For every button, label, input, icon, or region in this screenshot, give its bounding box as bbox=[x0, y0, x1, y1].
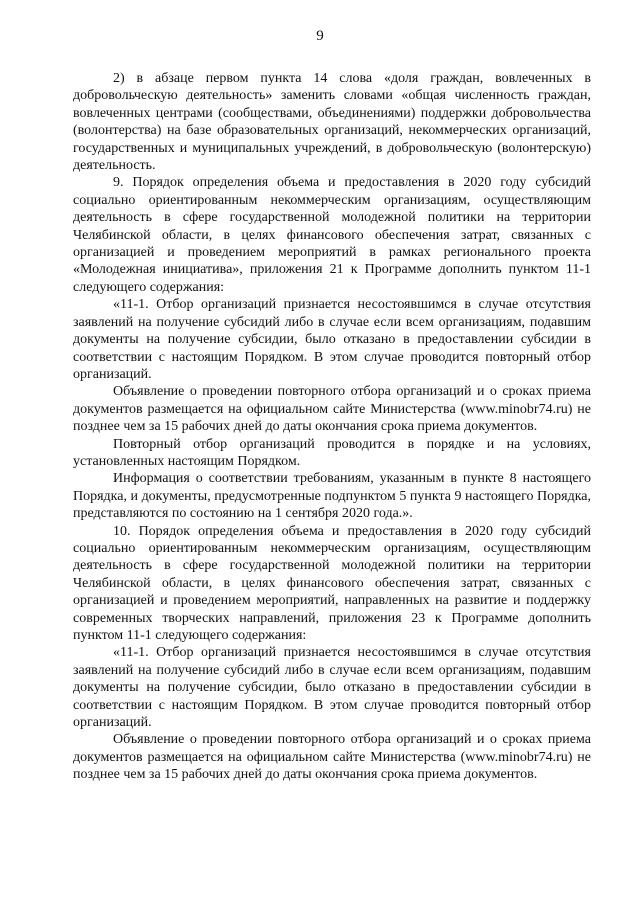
paragraph-compliance-information: Информация о соответствии требованиям, указанным в пункте 8 настоящего Порядка, и документы, предусмотренные подпунктом 5 пункта 9 настоящего Порядка, представляются по состоянию на 1 сентября 2020 года.». bbox=[73, 471, 591, 522]
document-body bbox=[73, 70, 591, 784]
paragraph-amendment-item-2: 2) в абзаце первом пункта 14 слова «доля граждан, вовлеченных в добровольческую деятельность» заменить словами «общая численность граждан, вовлеченных центрами (сообществами, объединениями) поддержки добровольчества (волонтерства) на базе образовательных организаций, некоммерческих организаций, государственных и муниципальных учреждений, в добровольческую (волонтерскую) деятельность. bbox=[73, 71, 591, 174]
paragraph-repeat-selection-procedure: Повторный отбор организаций проводится в порядке и на условиях, установленных настоящим Порядком. bbox=[73, 436, 591, 469]
paragraph-item-9: 9. Порядок определения объема и предоставления в 2020 году субсидий социально ориентированным некоммерческим организациям, осуществляющим деятельность в сфере государственной молодежной политики на территории Челябинской области, в целях финансового обеспечения затрат, связанных с организацией и проведением мероприятий в рамках регионального проекта «Молодежная инициатива», приложения 21 к Программе дополнить пунктом 11-1 следующего содержания: bbox=[73, 175, 591, 295]
page-number: 9 bbox=[316, 28, 324, 44]
paragraph-repeat-selection-notice-second: Объявление о проведении повторного отбора организаций и о сроках приема документов размещается на официальном сайте Министерства (www.minobr74.ru) не позднее чем за 15 рабочих дней до даты окончания срока приема документов. bbox=[73, 732, 591, 783]
paragraph-item-10: 10. Порядок определения объема и предоставления в 2020 году субсидий социально ориентированным некоммерческим организациям, осуществляющим деятельность в сфере государственной молодежной политики на территории Челябинской области, в целях финансового обеспечения затрат, связанных с организацией и проведением мероприятий, направленных на развитие и поддержку современных творческих направлений, приложения 23 к Программе дополнить пунктом 11-1 следующего содержания: bbox=[73, 523, 591, 643]
paragraph-clause-11-1-second: «11-1. Отбор организаций признается несостоявшимся в случае отсутствия заявлений на получение субсидий либо в случае если всем организациям, подавшим документы на получение субсидии, было отказано в предоставлении субсидии в соответствии с настоящим Порядком. В этом случае проводится повторный отбор организаций. bbox=[73, 645, 591, 731]
paragraph-repeat-selection-notice: Объявление о проведении повторного отбора организаций и о сроках приема документов размещается на официальном сайте Министерства (www.minobr74.ru) не позднее чем за 15 рабочих дней до даты окончания срока приема документов. bbox=[73, 384, 591, 435]
paragraph-clause-11-1-first: «11-1. Отбор организаций признается несостоявшимся в случае отсутствия заявлений на получение субсидий либо в случае если всем организациям, подавшим документы на получение субсидии, было отказано в предоставлении субсидии в соответствии с настоящим Порядком. В этом случае проводится повторный отбор организаций. bbox=[73, 297, 591, 382]
